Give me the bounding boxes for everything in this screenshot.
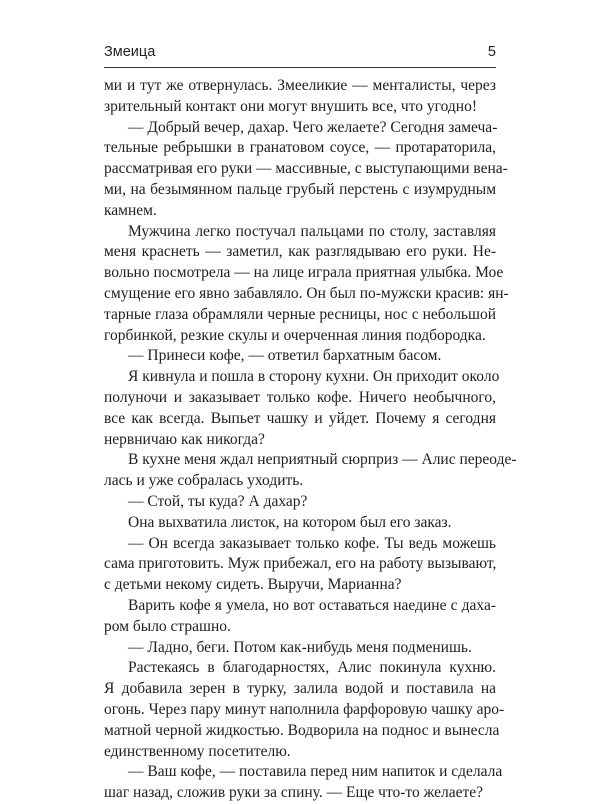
text-line: Растекаясь в благодарностях, Алис покинула кухню. <box>128 659 496 677</box>
text-line: зрительный контакт они могут внушить все, что угодно! <box>104 97 477 115</box>
text-line: полуночи и заказывает только кофе. Ничего необычного, <box>104 388 496 406</box>
text-line: единственному посетителю. <box>104 742 291 760</box>
text-line: матной черной жидкостью. Водворила на поднос и вынесла <box>104 721 500 739</box>
text-line: — Стой, ты куда? А дахар? <box>128 492 308 510</box>
text-line: Я кивнула и пошла в сторону кухни. Он приходит около <box>128 368 500 386</box>
text-line: огонь. Через пару минут наполнила фарфоровую чашку аро- <box>104 700 505 718</box>
text-line: с детьми некому сидеть. Выручи, Марианна? <box>104 576 402 594</box>
text-line: нервничаю как никогда? <box>104 430 265 448</box>
text-line: вольно посмотрела — на лице играла приятная улыбка. Мое <box>104 264 504 282</box>
text-line: камнем. <box>104 201 157 219</box>
text-line: Она выхватила листок, на котором был его заказ. <box>128 513 452 531</box>
body-text <box>104 76 517 804</box>
header-rule <box>104 67 496 68</box>
text-line: смущение его явно забавляло. Он был по-мужски красив: ян- <box>104 284 509 302</box>
text-line: — Добрый вечер, дахар. Чего желаете? Сегодня замеча- <box>128 118 498 136</box>
text-line: — Ваш кофе, — поставила перед ним напиток и сделала <box>128 763 503 781</box>
text-line: ми и тут же отвернулась. Змееликие — менталисты, через <box>104 77 496 94</box>
page-number: 5 <box>487 44 496 60</box>
text-line: горбинкой, резкие скулы и очерченная линия подбородка. <box>104 326 486 344</box>
text-line: меня краснеть — заметил, как разглядываю его руки. Не- <box>104 243 496 261</box>
text-line: тельные ребрышки в гранатовом соусе, — протараторила, <box>104 139 496 157</box>
text-line: шаг назад, сложив руки за спину. — Еще что-то желаете? <box>104 784 484 802</box>
text-line: ми, на безымянном пальце грубый перстень с изумрудным <box>104 180 496 198</box>
text-line: Мужчина легко постучал пальцами по столу, заставляя <box>128 222 496 240</box>
text-line: ром было страшно. <box>104 617 231 635</box>
text-line: все как всегда. Выпьет чашку и уйдет. Почему я сегодня <box>104 409 496 427</box>
text-line: Я добавила зерен в турку, залила водой и поставила на <box>104 680 496 698</box>
running-header <box>104 44 496 64</box>
text-line: сама приготовить. Муж прибежал, его на работу вызывают, <box>104 555 497 573</box>
text-line: тарные глаза обрамляли черные ресницы, нос с небольшой <box>104 305 496 323</box>
text-line: — Ладно, беги. Потом как-нибудь меня подменишь. <box>128 638 472 656</box>
chapter-title: Змеица <box>104 44 156 60</box>
text-line: Варить кофе я умела, но вот оставаться наедине с даха- <box>128 596 496 614</box>
text-line: лась и уже собралась уходить. <box>104 472 304 490</box>
text-line: рассматривая его руки — массивные, с выступающими вена- <box>104 160 508 178</box>
text-line: — Он всегда заказывает только кофе. Ты ведь можешь <box>128 534 496 552</box>
text-line: — Принеси кофе, — ответил бархатным басом. <box>128 347 442 365</box>
text-line: В кухне меня ждал неприятный сюрприз — Алис переоде- <box>128 451 517 469</box>
